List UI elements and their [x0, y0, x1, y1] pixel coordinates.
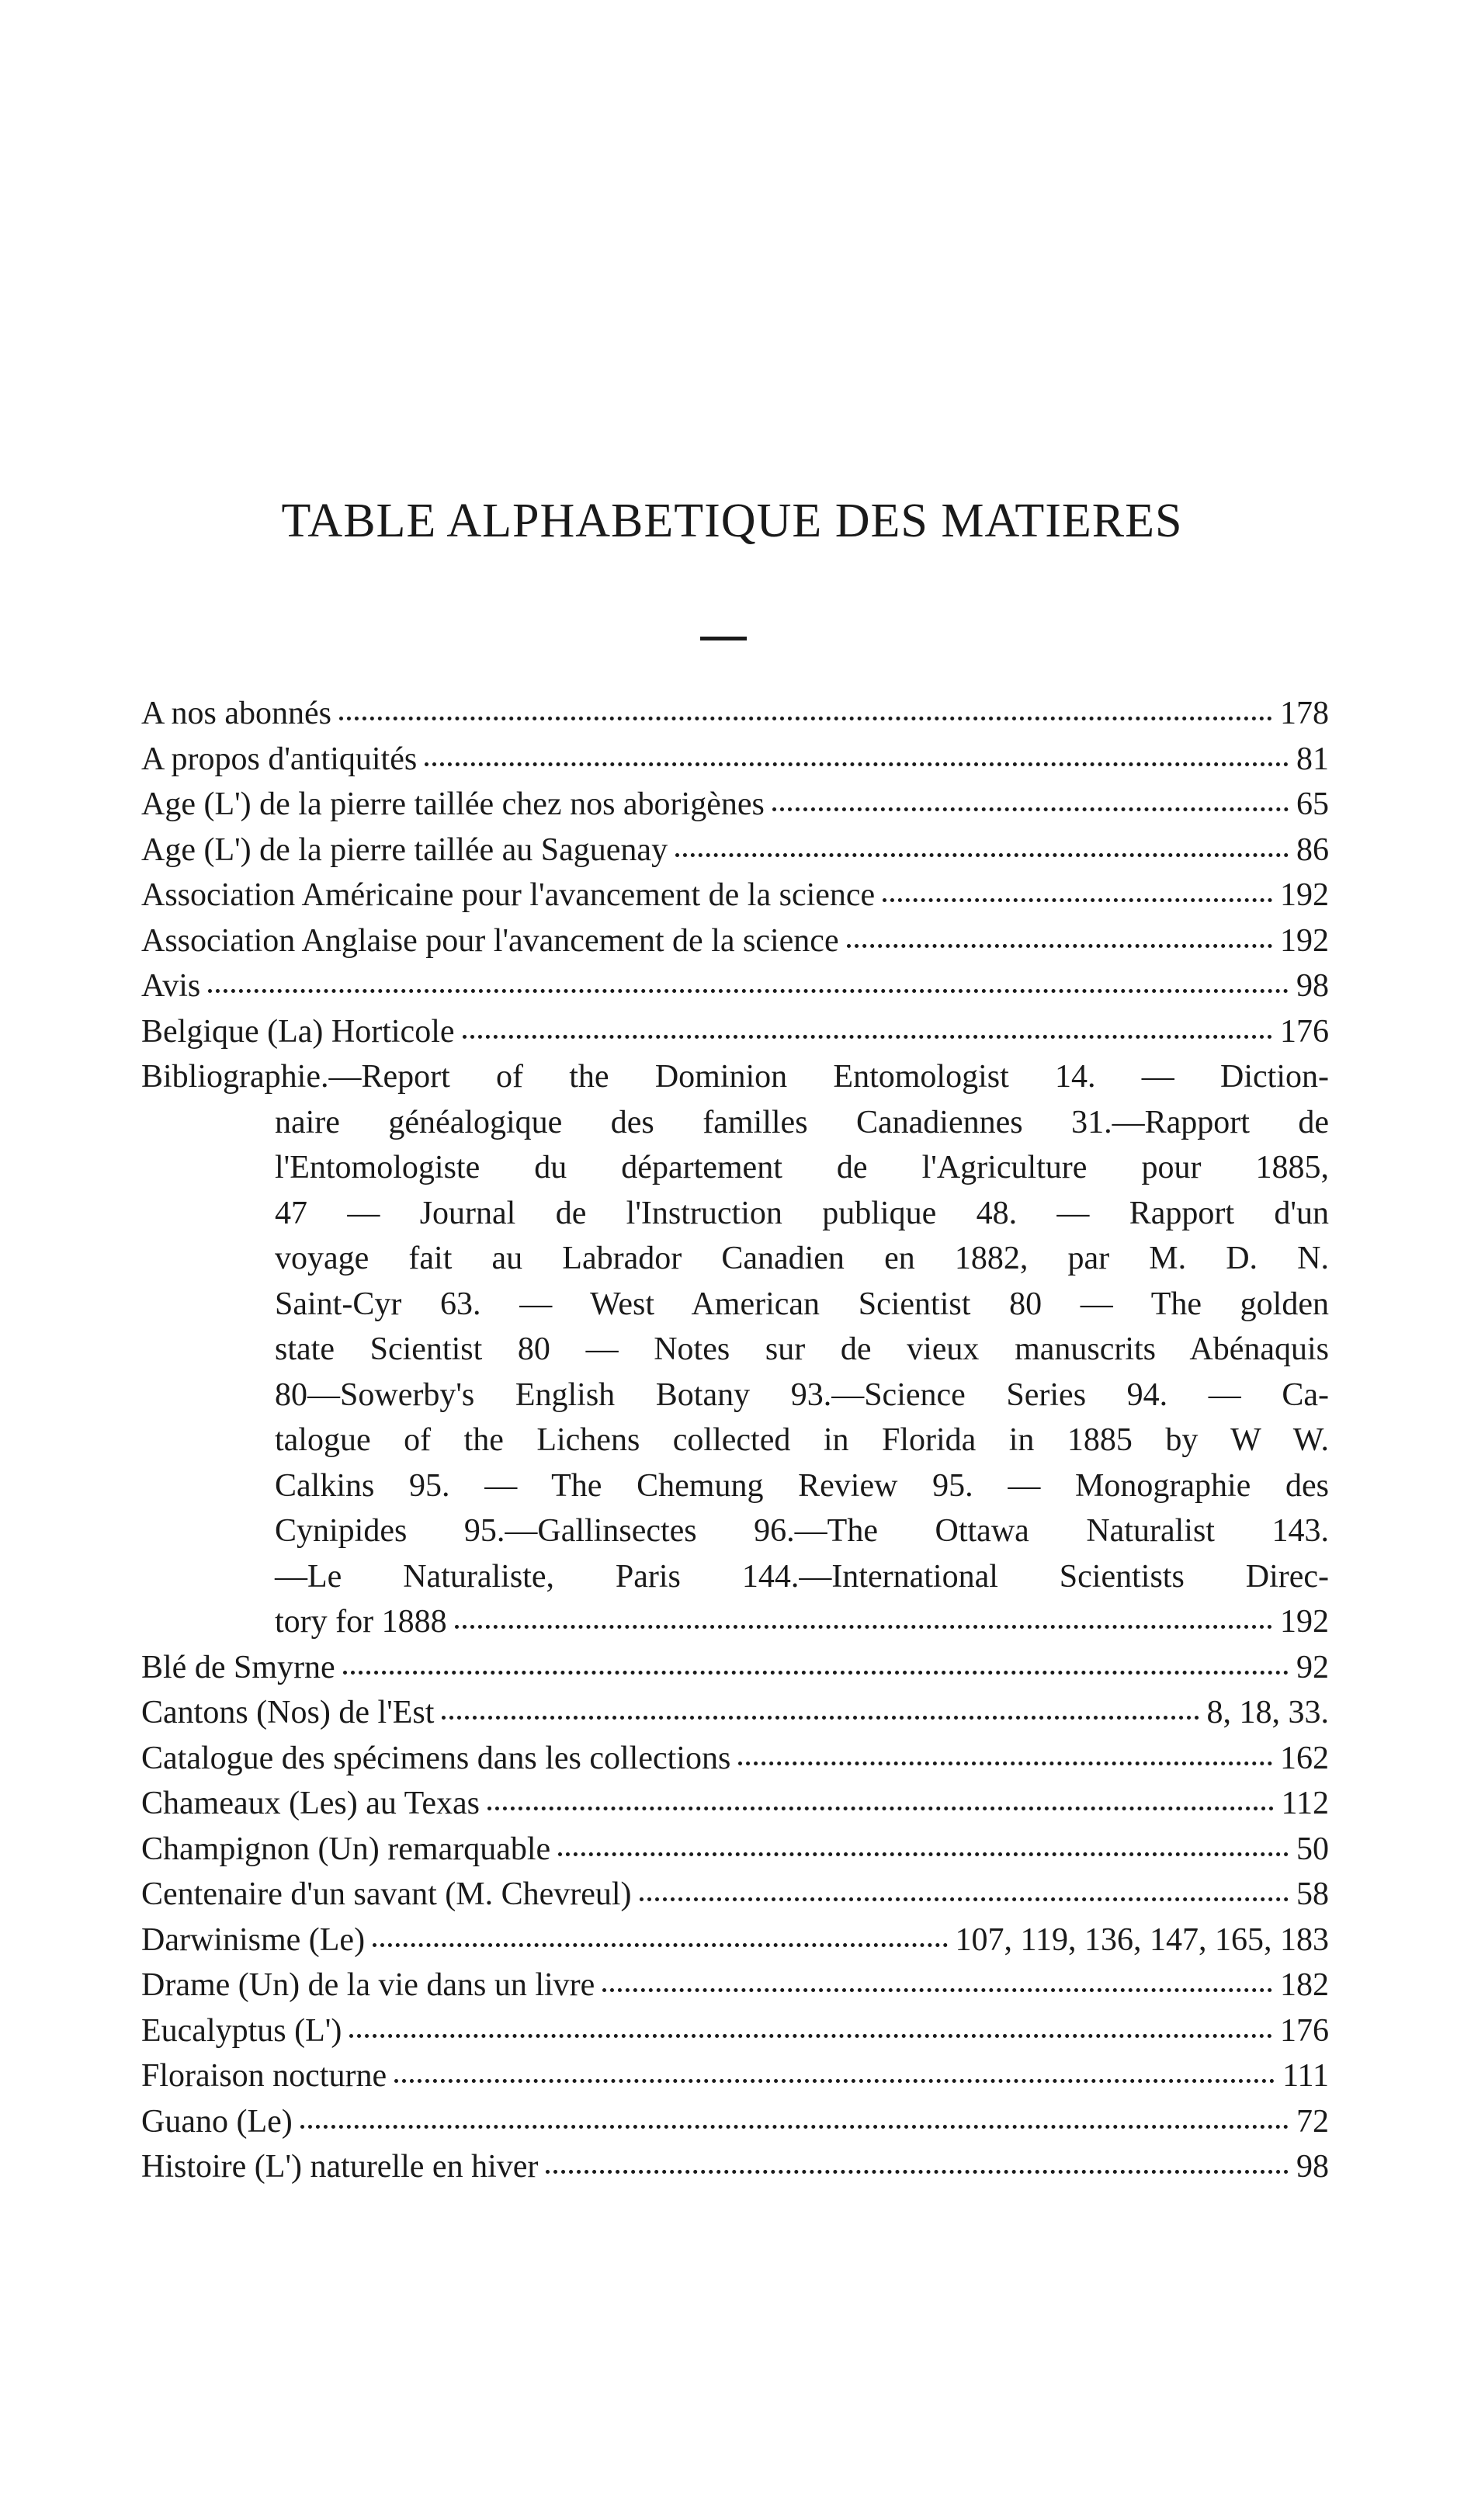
bibliographie-head: Bibliographie.—Report of the Dominion Entomologist 14. — Diction- — [141, 1059, 1329, 1095]
entry-page: 192 — [1280, 922, 1329, 959]
title-rule — [700, 637, 747, 640]
bibliographie-line: Calkins 95. — The Chemung Review 95. — Monographie des — [275, 1467, 1329, 1504]
toc-entry — [141, 1872, 1329, 1918]
dot-leader — [463, 1035, 1272, 1039]
entry-label: Histoire (L') naturelle en hiver — [141, 2149, 539, 2185]
entry-page: 86 — [1296, 831, 1329, 868]
entry-label: Blé de Smyrne — [141, 1649, 335, 1685]
entry-label: Association Anglaise pour l'avancement de la science — [141, 922, 839, 959]
entry-page: 112 — [1281, 1786, 1329, 1821]
toc-entry — [141, 1827, 1329, 1873]
entry-label: tory for 1888 — [275, 1604, 447, 1640]
entry-page: 178 — [1280, 696, 1329, 731]
toc-entry — [141, 1736, 1329, 1782]
bibliographie-line: 80—Sowerby's English Botany 93.—Science Series 94. — Ca- — [275, 1376, 1329, 1413]
table-of-contents — [141, 691, 1329, 2190]
entry-label: Association Américaine pour l'avancement de la science — [141, 877, 876, 913]
dot-leader — [487, 1807, 1274, 1810]
dot-leader — [208, 989, 1289, 993]
toc-entry — [141, 918, 1329, 964]
entry-label: Champignon (Un) remarquable — [141, 1831, 551, 1867]
entry-label: Age (L') de la pierre taillée au Saguenay — [141, 831, 668, 868]
entry-page: 72 — [1296, 2103, 1329, 2140]
toc-entry — [141, 2008, 1329, 2054]
toc-entry — [141, 691, 1329, 737]
dot-leader — [425, 762, 1289, 766]
dot-leader — [300, 2125, 1289, 2129]
toc-entry — [141, 1781, 1329, 1827]
entry-page: 65 — [1296, 786, 1329, 822]
toc-entry — [141, 1645, 1329, 1691]
toc-entry — [141, 2144, 1329, 2190]
entry-page: 111 — [1282, 2058, 1329, 2094]
entry-page: 192 — [1280, 1604, 1329, 1640]
entry-label: Eucalyptus (L') — [141, 2012, 342, 2049]
dot-leader — [883, 898, 1272, 902]
toc-entry — [141, 1918, 1329, 1963]
entry-label: Drame (Un) de la vie dans un livre — [141, 1967, 595, 2003]
entry-label: Catalogue des spécimens dans les collections — [141, 1740, 731, 1776]
entry-page: 176 — [1280, 2012, 1329, 2049]
toc-entry — [141, 2099, 1329, 2145]
bibliographie-line: Cynipides 95.—Gallinsectes 96.—The Ottawa Naturalist 143. — [275, 1513, 1329, 1549]
bibliographie-line: voyage fait au Labrador Canadien en 1882, par M. D. N. — [275, 1241, 1329, 1276]
entry-page: 192 — [1280, 877, 1329, 913]
entry-page: 98 — [1296, 968, 1329, 1004]
toc-entry-bibliographie — [141, 1054, 1329, 1645]
dot-leader — [442, 1716, 1199, 1720]
toc-entry — [141, 782, 1329, 828]
bibliographie-last-line — [141, 1599, 1329, 1645]
entry-label: Guano (Le) — [141, 2103, 293, 2140]
dot-leader — [675, 853, 1289, 857]
entry-label: Belgique (La) Horticole — [141, 1013, 455, 1050]
entry-label: A propos d'antiquités — [141, 741, 418, 777]
toc-entry — [141, 828, 1329, 873]
entry-page: 81 — [1296, 741, 1329, 777]
toc-entry — [141, 737, 1329, 783]
bibliographie-line: Saint-Cyr 63. — West American Scientist 80 — The golden — [275, 1286, 1329, 1322]
entry-page: 107, 119, 136, 147, 165, 183 — [955, 1921, 1329, 1958]
entry-page: 162 — [1280, 1740, 1329, 1776]
dot-leader — [558, 1852, 1289, 1856]
dot-leader — [455, 1625, 1272, 1629]
dot-leader — [349, 2034, 1272, 2038]
toc-entry — [141, 1009, 1329, 1055]
entry-page: 92 — [1296, 1649, 1329, 1685]
bibliographie-line: 47 — Journal de l'Instruction publique 48. — Rapport d'un — [275, 1195, 1329, 1231]
bibliographie-line: l'Entomologiste du département de l'Agriculture pour 1885, — [275, 1150, 1329, 1185]
dot-leader — [343, 1671, 1289, 1675]
entry-label: Darwinisme (Le) — [141, 1921, 366, 1958]
dot-leader — [394, 2079, 1275, 2083]
entry-label: A nos abonnés — [141, 696, 331, 731]
entry-label: Centenaire d'un savant (M. Chevreul) — [141, 1876, 632, 1912]
toc-entry — [141, 1963, 1329, 2008]
entry-label: Avis — [141, 968, 201, 1004]
bibliographie-line: naire généalogique des familles Canadiennes 31.—Rapport de — [275, 1104, 1329, 1140]
entry-label: Cantons (Nos) de l'Est — [141, 1695, 435, 1730]
toc-entry — [141, 1690, 1329, 1736]
bibliographie-line: talogue of the Lichens collected in Florida in 1885 by W W. — [275, 1422, 1329, 1458]
entry-page: 58 — [1296, 1876, 1329, 1912]
entry-page: 176 — [1280, 1013, 1329, 1050]
dot-leader — [847, 944, 1272, 948]
dot-leader — [738, 1762, 1272, 1765]
dot-leader — [640, 1897, 1289, 1901]
dot-leader — [339, 717, 1272, 720]
bibliographie-line: —Le Naturaliste, Paris 144.—International Scientists Direc- — [275, 1558, 1329, 1595]
toc-entry — [141, 2053, 1329, 2099]
dot-leader — [373, 1943, 947, 1947]
toc-entry — [141, 873, 1329, 918]
entry-page: 98 — [1296, 2149, 1329, 2185]
entry-page: 182 — [1280, 1967, 1329, 2003]
page-title: TABLE ALPHABETIQUE DES MATIERES — [281, 495, 1183, 547]
entry-label: Floraison nocturne — [141, 2058, 387, 2094]
entry-page: 8, 18, 33. — [1206, 1695, 1329, 1730]
entry-label: Chameaux (Les) au Texas — [141, 1786, 480, 1821]
toc-entry — [141, 963, 1329, 1009]
dot-leader — [546, 2170, 1289, 2174]
bibliographie-line: state Scientist 80 — Notes sur de vieux manuscrits Abénaquis — [275, 1331, 1329, 1367]
dot-leader — [602, 1988, 1272, 1992]
entry-page: 50 — [1296, 1831, 1329, 1867]
dot-leader — [772, 807, 1289, 811]
entry-label: Age (L') de la pierre taillée chez nos aborigènes — [141, 786, 765, 822]
